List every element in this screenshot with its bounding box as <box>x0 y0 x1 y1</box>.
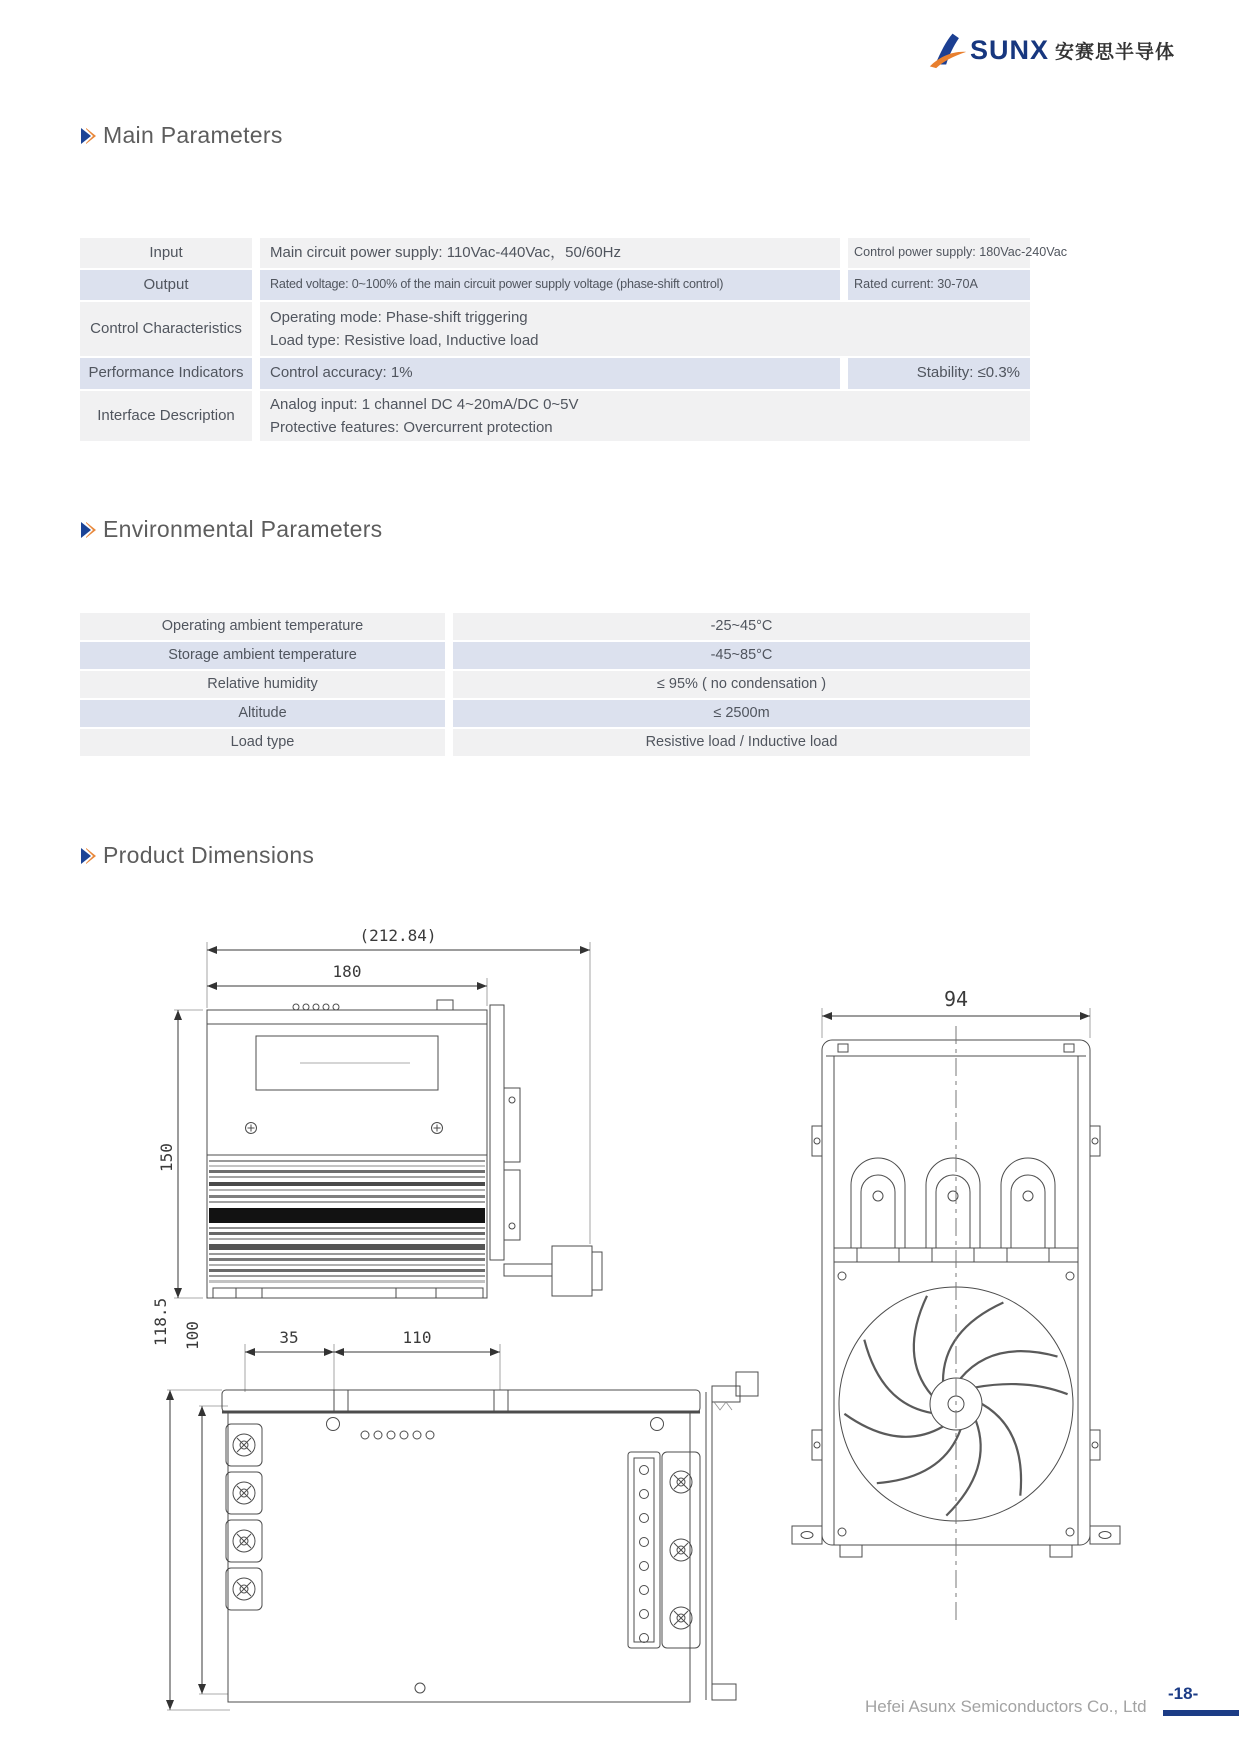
row-label: Storage ambient temperature <box>80 642 445 669</box>
row-value: ≤ 2500m <box>453 700 1030 727</box>
row-value: -45~85°C <box>453 642 1030 669</box>
cell-line: Protective features: Overcurrent protection <box>270 419 553 436</box>
table-cell: Control accuracy: 1% <box>260 358 840 389</box>
cell-line: Load type: Resistive load, Inductive load <box>270 332 539 349</box>
footer-company-name: Hefei Asunx Semiconductors Co., Ltd <box>865 1697 1147 1716</box>
section-title-environmental-parameters <box>78 516 382 543</box>
row-value: Resistive load / Inductive load <box>453 729 1030 756</box>
dim-body-depth: 100 <box>183 1321 202 1350</box>
page-number: -18- <box>1168 1684 1199 1703</box>
row-label: Interface Description <box>80 391 252 441</box>
footer-accent-bar <box>1163 1710 1239 1716</box>
table-cell: Main circuit power supply: 110Vac-440Vac，50/60Hz <box>260 238 840 268</box>
logo-a-icon <box>928 30 968 70</box>
table-cell: Control power supply: 180Vac-240Vac <box>848 238 1030 268</box>
table-cell <box>260 391 1030 441</box>
dim-left-offset: 35 <box>279 1328 299 1347</box>
dim-total-width: (212.84) <box>359 926 437 945</box>
section-arrow-icon <box>78 518 98 542</box>
bottom-view-drawing <box>151 1298 758 1710</box>
row-value: ≤ 95% ( no condensation ) <box>453 671 1030 698</box>
logo-brand-chinese: 安赛思半导体 <box>1055 41 1176 63</box>
table-cell: Rated current: 30-70A <box>848 270 1030 300</box>
dim-hole-spacing: 110 <box>402 1328 432 1347</box>
table-cell: Stability: ≤0.3% <box>848 358 1030 389</box>
left-screw-terminals <box>226 1424 262 1610</box>
row-label: Input <box>80 238 252 268</box>
row-label: Load type <box>80 729 445 756</box>
table-cell <box>260 302 1030 356</box>
front-view-drawing <box>792 987 1120 1625</box>
section-title-main-parameters <box>78 122 283 149</box>
table-cell: Rated voltage: 0~100% of the main circuit power supply voltage (phase-shift control) <box>260 270 840 300</box>
logo-brand-text: SUNX <box>970 34 1050 65</box>
dim-total-depth: 118.5 <box>151 1297 170 1346</box>
environmental-parameters-table <box>80 613 1030 756</box>
row-label: Operating ambient temperature <box>80 613 445 640</box>
section-title-product-dimensions <box>78 842 314 869</box>
product-dimensions-drawings <box>0 888 1239 1733</box>
control-terminal-strip <box>628 1452 660 1648</box>
din-rail-bracket <box>490 1005 602 1296</box>
row-label: Output <box>80 270 252 300</box>
right-screw-terminals <box>662 1452 700 1648</box>
main-parameters-table <box>80 238 1068 441</box>
dim-body-width: 180 <box>332 962 362 981</box>
section-arrow-icon <box>78 844 98 868</box>
section-arrow-icon <box>78 124 98 148</box>
row-value: -25~45°C <box>453 613 1030 640</box>
dim-front-width: 94 <box>943 987 969 1011</box>
cell-line: Operating mode: Phase-shift triggering <box>270 309 528 326</box>
side-view-drawing <box>157 926 602 1298</box>
row-label: Control Characteristics <box>80 302 252 356</box>
power-terminal-humps <box>851 1158 1055 1262</box>
cell-line: Analog input: 1 channel DC 4~20mA/DC 0~5V <box>270 396 579 413</box>
section-title-text: Environmental Parameters <box>103 516 383 542</box>
dim-height: 150 <box>157 1143 176 1172</box>
row-label: Altitude <box>80 700 445 727</box>
brand-logo <box>928 30 1175 70</box>
row-label: Relative humidity <box>80 671 445 698</box>
row-label: Performance Indicators <box>80 358 252 389</box>
heatsink-fins <box>209 1160 485 1283</box>
din-rail-profile <box>706 1372 758 1700</box>
section-title-text: Product Dimensions <box>103 842 315 868</box>
section-title-text: Main Parameters <box>103 122 283 148</box>
